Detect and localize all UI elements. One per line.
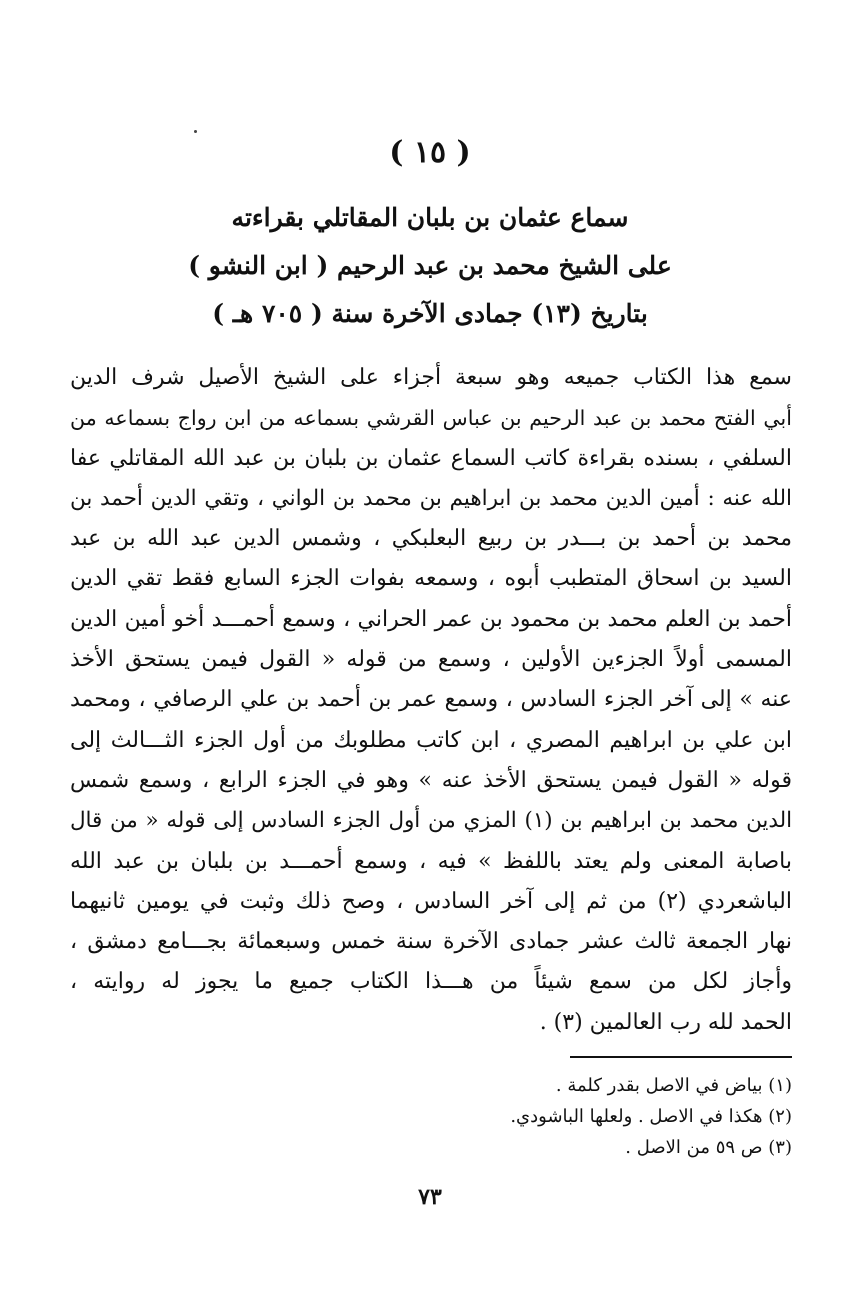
footnote-divider bbox=[570, 1056, 792, 1058]
body-line: الحمد لله رب العالمين (٣) . bbox=[539, 1009, 792, 1035]
heading-line-1: سماع عثمان بن بلبان المقاتلي بقراءته bbox=[231, 203, 629, 232]
body-line: أبي الفتح محمد بن عبد الرحيم بن عباس القرشي بسماعه من ابن رواج بسماعه من bbox=[70, 406, 792, 431]
body-line: وأجاز لكل من سمع شيئاً من هـــذا الكتاب جميع ما يجوز له روايته ، bbox=[70, 969, 792, 995]
body-text bbox=[70, 358, 792, 1043]
footnote-1: (١) بياض في الاصل بقدر كلمة . bbox=[555, 1075, 792, 1096]
footnote-3: (٣) ص ٥٩ من الاصل . bbox=[625, 1137, 792, 1158]
body-line: باصابة المعنى ولم يعتد باللفظ » فيه ، وسمع أحمـــد بن بلبان بن عبد الله bbox=[70, 848, 792, 874]
body-line: سمع هذا الكتاب جميعه وهو سبعة أجزاء على الشيخ الأصيل شرف الدين bbox=[70, 365, 792, 390]
body-line: محمد بن أحمد بن بـــدر بن ربيع البعلبكي ، وشمس الدين عبد الله بن عبد bbox=[70, 526, 792, 552]
body-line: السلفي ، بسنده بقراءة كاتب السماع عثمان بن بلبان بن عبد الله المقاتلي عفا bbox=[70, 445, 792, 471]
body-line: المسمى أولاً الجزءين الأولين ، وسمع من قوله « القول فيمن يستحق الأخذ bbox=[70, 647, 792, 673]
body-line: السيد بن اسحاق المتطبب أبوه ، وسمعه بفوات الجزء السابع فقط تقي الدين bbox=[70, 566, 792, 592]
section-number: ( ١٥ ) bbox=[389, 135, 471, 170]
body-line: الله عنه : أمين الدين محمد بن ابراهيم بن محمد بن الواني ، وتقي الدين أحمد بن bbox=[70, 485, 792, 511]
footnote-2: (٢) هكذا في الاصل . ولعلها الباشودي. bbox=[510, 1106, 792, 1127]
page-number: ٧٣ bbox=[418, 1184, 442, 1210]
body-line: قوله « القول فيمن يستحق الأخذ عنه » وهو في الجزء الرابع ، وسمع شمس bbox=[70, 767, 792, 793]
body-line: الباشعردي (٢) من ثم إلى آخر السادس ، وصح ذلك وثبت في يومين ثانيهما bbox=[70, 888, 792, 914]
body-line: عنه » إلى آخر الجزء السادس ، وسمع عمر بن أحمد بن علي الرصافي ، ومحمد bbox=[70, 687, 793, 713]
footnotes bbox=[392, 1070, 792, 1163]
heading-line-2: على الشيخ محمد بن عبد الرحيم ( ابن النشو ) bbox=[188, 251, 672, 280]
body-line: الدين محمد بن ابراهيم بن (١) المزي من أول الجزء السادس إلى قوله « من قال bbox=[70, 808, 793, 834]
heading-block bbox=[110, 194, 750, 338]
body-line: أحمد بن العلم محمد بن محمود بن عمر الحراني ، وسمع أحمـــد أخو أمين الدين bbox=[70, 606, 792, 632]
body-line: نهار الجمعة ثالث عشر جمادى الآخرة سنة خمس وسبعمائة بجـــامع دمشق ، bbox=[70, 929, 792, 955]
heading-line-3: بتاريخ (١٣) جمادى الآخرة سنة ( ٧٠٥ هـ ) bbox=[212, 299, 648, 328]
body-line: ابن علي بن ابراهيم المصري ، ابن كاتب مطلوبك من أول الجزء الثـــالث إلى bbox=[70, 727, 792, 753]
